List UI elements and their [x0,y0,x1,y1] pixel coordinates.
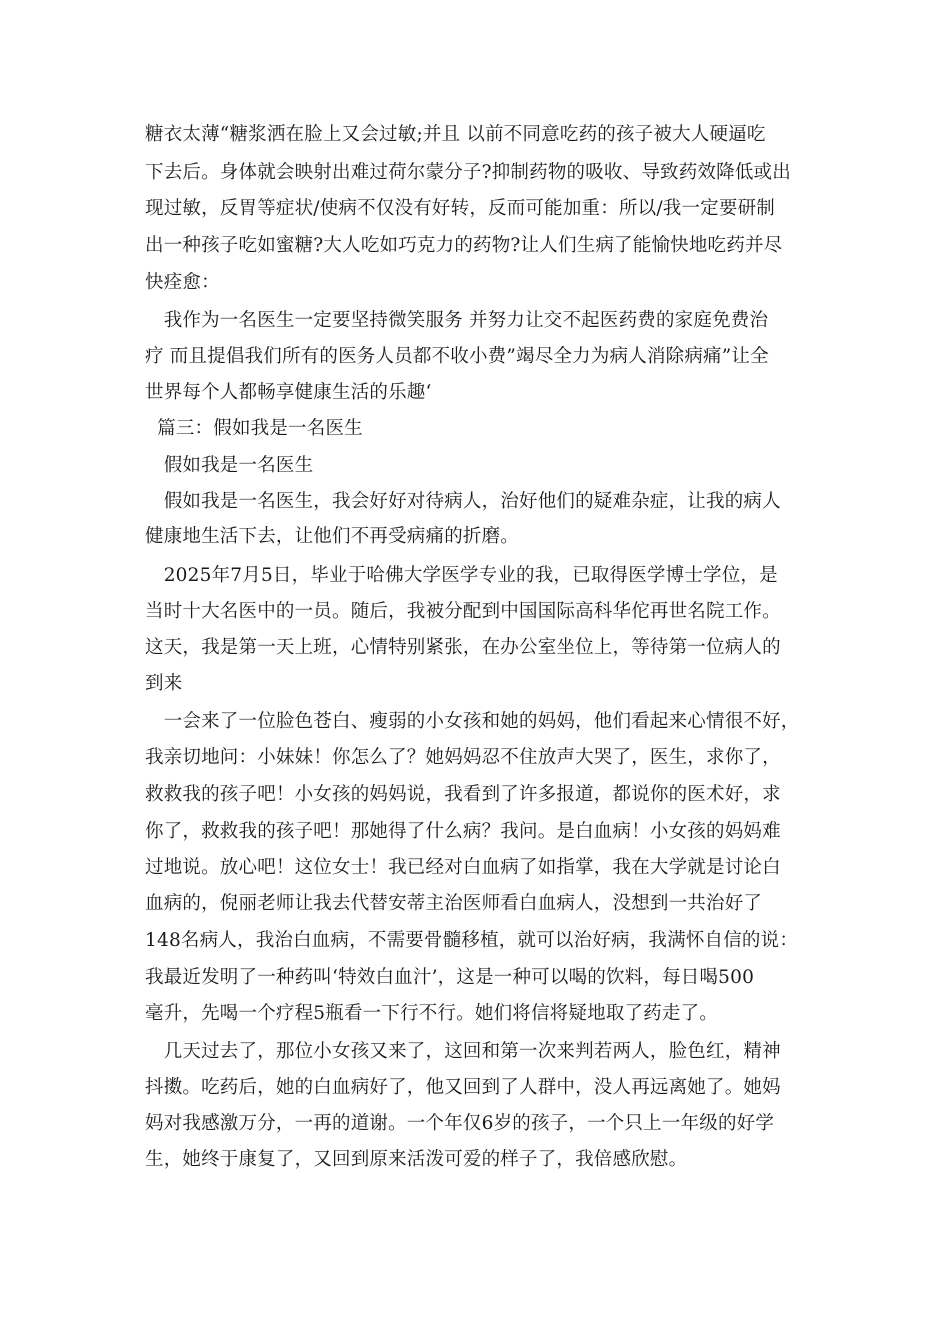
text-line: 世界每个人都畅享健康生活的乐趣‘ [145,382,432,403]
section-heading: 篇三：假如我是一名医生 [145,418,363,439]
text-line: 假如我是一名医生，我会好好对待病人，治好他们的疑难杂症，让我的病人 [145,491,781,512]
text-line: 血病的，倪丽老师让我去代替安蒂主治医师看白血病人，没想到一共治好了 [145,893,763,914]
text-line: 下去后。身体就会映射出难过荷尔蒙分子?抑制药物的吸收、导致药效降低或出 [145,162,791,183]
text-line: 过地说。放心吧！这位女士！我已经对白血病了如指掌，我在大学就是讨论白 [145,857,781,878]
text-line: 这天，我是第一天上班，心情特别紧张，在办公室坐位上，等待第一位病人的 [145,637,781,658]
text-line: 几天过去了，那位小女孩又来了，这回和第一次来判若两人，脸色红，精神 [145,1041,781,1062]
text-line: 救救我的孩子吧！小女孩的妈妈说，我看到了许多报道，都说你的医术好，求 [145,784,781,805]
text-line: 一会来了一位脸色苍白、瘦弱的小女孩和她的妈妈，他们看起来心情很不好， [145,711,800,732]
article-title: 假如我是一名医生 [145,455,314,476]
text-line: 到来 [145,673,183,694]
text-line: 2025年7月5日，毕业于哈佛大学医学专业的我，已取得医学博士学位，是 [145,565,778,586]
text-line: 快痊愈： [145,272,220,293]
text-line: 疗 而且提倡我们所有的医务人员都不收小费”竭尽全力为病人消除病痛”让全 [145,346,769,367]
text-line: 我亲切地问：小妹妹！你怎么了？她妈妈忍不住放声大哭了，医生，求你了， [145,747,781,768]
text-line: 你了，救救我的孩子吧！那她得了什么病？我问。是白血病！小女孩的妈妈难 [145,821,781,842]
text-line: 当时十大名医中的一员。随后，我被分配到中国国际高科华佗再世名院工作。 [145,601,781,622]
text-line: 健康地生活下去，让他们不再受病痛的折磨。 [145,526,520,547]
text-line: 糖衣太薄“糖浆洒在脸上又会过敏;并且 以前不同意吃药的孩子被大人硬逼吃 [145,124,766,145]
text-line: 出一种孩子吃如蜜糖?大人吃如巧克力的药物?让人们生病了能愉快地吃药并尽 [145,235,783,256]
text-line: 148名病人，我治白血病，不需要骨髓移植，就可以治好病，我满怀自信的说： [145,930,799,951]
text-line: 现过敏，反胃等症状/使病不仅没有好转，反而可能加重：所以/我一定要研制 [145,198,775,219]
text-line: 妈对我感激万分，一再的道谢。一个年仅6岁的孩子，一个只上一年级的好学 [145,1113,775,1134]
text-line: 我作为一名医生一定要坚持微笑服务 并努力让交不起医药费的家庭免费治 [145,310,769,331]
text-line: 生，她终于康复了，又回到原来活泼可爱的样子了，我倍感欣慰。 [145,1149,688,1170]
text-line: 我最近发明了一种药叫‘特效白血汁’，这是一种可以喝的饮料，每日喝500 [145,967,755,988]
text-line: 抖擞。吃药后，她的白血病好了，他又回到了人群中，没人再远离她了。她妈 [145,1077,781,1098]
text-line: 毫升，先喝一个疗程5瓶看一下行不行。她们将信将疑地取了药走了。 [145,1003,718,1024]
